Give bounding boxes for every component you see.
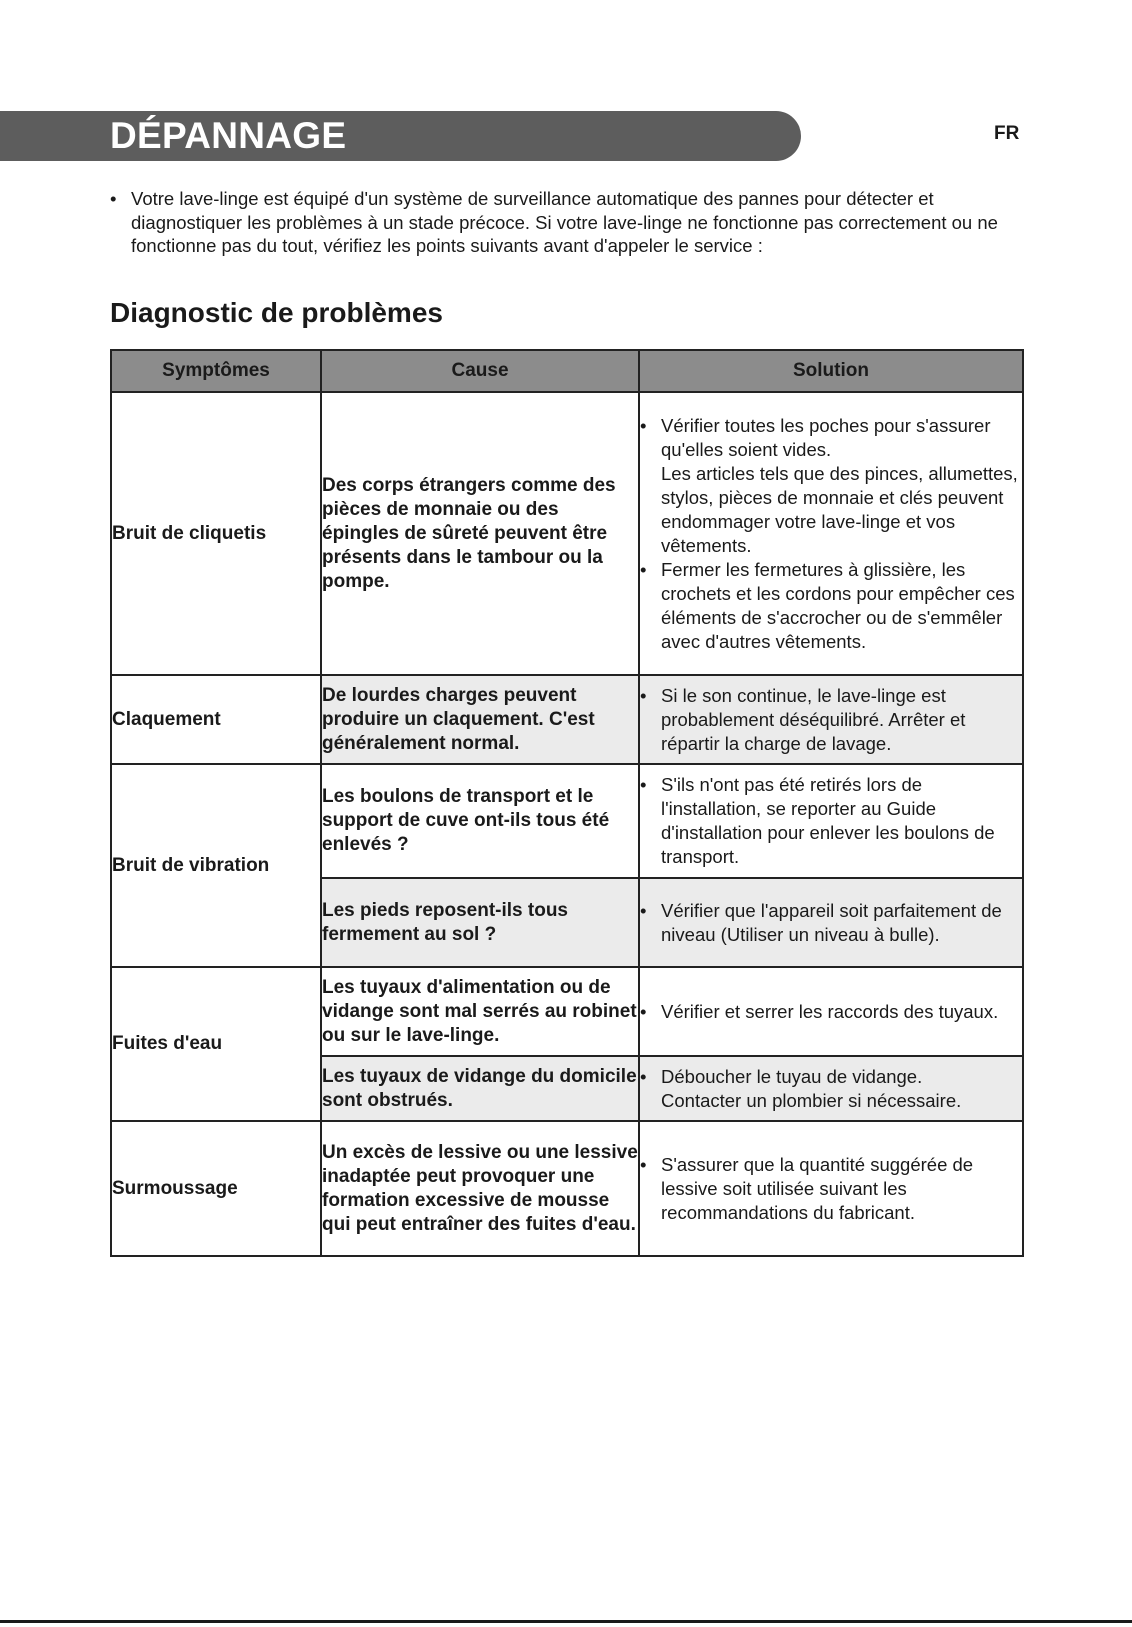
diagnostic-table bbox=[110, 349, 1024, 1257]
solution-cell bbox=[639, 675, 1023, 764]
solution-cell bbox=[639, 392, 1023, 675]
solution-text: Vérifier et serrer les raccords des tuyaux. bbox=[661, 1000, 999, 1022]
solution-item bbox=[640, 558, 1022, 654]
solution-cell bbox=[639, 1056, 1023, 1121]
bullet-icon: • bbox=[640, 774, 647, 795]
symptom-cell: Surmoussage bbox=[111, 1121, 321, 1256]
bullet-icon: • bbox=[640, 1065, 647, 1087]
solution-item bbox=[640, 414, 1022, 558]
header-solution: Solution bbox=[639, 350, 1023, 392]
bullet-icon: • bbox=[640, 684, 647, 706]
symptom-cell: Bruit de cliquetis bbox=[111, 392, 321, 675]
bullet-icon: • bbox=[110, 188, 117, 209]
bullet-icon: • bbox=[640, 899, 647, 921]
bullet-icon: • bbox=[640, 1000, 647, 1022]
symptom-cell: Bruit de vibration bbox=[111, 764, 321, 967]
language-label: FR bbox=[994, 123, 1020, 144]
header-symptoms: Symptômes bbox=[111, 350, 321, 392]
bullet-icon: • bbox=[640, 414, 647, 436]
solution-cell bbox=[639, 878, 1023, 967]
page-title: DÉPANNAGE bbox=[110, 115, 347, 156]
solution-text: Déboucher le tuyau de vidange. Contacter un plombier si nécessaire. bbox=[661, 1065, 962, 1111]
solution-cell bbox=[639, 1121, 1023, 1256]
table-row bbox=[111, 392, 1023, 675]
solution-item bbox=[640, 1153, 1022, 1225]
table-row bbox=[111, 967, 1023, 1056]
bullet-icon: • bbox=[640, 558, 647, 580]
solution-text: S'assurer que la quantité suggérée de lessive soit utilisée suivant les recommandations du fabricant. bbox=[661, 1153, 974, 1223]
solution-cell bbox=[639, 764, 1023, 878]
solution-item bbox=[640, 773, 1022, 869]
cause-cell: Les tuyaux d'alimentation ou de vidange sont mal serrés au robinet ou sur le lave-linge. bbox=[321, 967, 639, 1056]
cause-cell: Un excès de lessive ou une lessive inadaptée peut provoquer une formation excessive de mousse qui peut entraîner des fuites d'eau. bbox=[321, 1121, 639, 1256]
symptom-cell: Fuites d'eau bbox=[111, 967, 321, 1121]
intro-text: Votre lave-linge est équipé d'un système de surveillance automatique des pannes pour détecter et diagnostiquer les problèmes à un stade précoce. Si votre lave-linge ne fonctionne pas correctement ou ne fonctionne pas du tout, vérifiez les points suivants avant d'appeler le service : bbox=[131, 188, 998, 256]
solution-text: S'ils n'ont pas été retirés lors de l'installation, se reporter au Guide d'installation pour enlever les boulons de transport. bbox=[661, 774, 995, 867]
table-header-row bbox=[111, 350, 1023, 392]
solution-cell bbox=[639, 967, 1023, 1056]
solution-text: Si le son continue, le lave-linge est probablement déséquilibré. Arrêter et répartir la charge de lavage. bbox=[661, 684, 966, 754]
solution-item bbox=[640, 1065, 1022, 1113]
cause-cell: Les tuyaux de vidange du domicile sont obstrués. bbox=[321, 1056, 639, 1121]
solution-item bbox=[640, 1000, 1022, 1024]
table-row bbox=[111, 675, 1023, 764]
header-cause: Cause bbox=[321, 350, 639, 392]
cause-cell: Les pieds reposent-ils tous fermement au sol ? bbox=[321, 878, 639, 967]
page-bottom-rule bbox=[0, 1620, 1132, 1623]
cause-cell: Des corps étrangers comme des pièces de monnaie ou des épingles de sûreté peuvent être présents dans le tambour ou la pompe. bbox=[321, 392, 639, 675]
solution-item bbox=[640, 899, 1022, 947]
cause-cell: De lourdes charges peuvent produire un claquement. C'est généralement normal. bbox=[321, 675, 639, 764]
solution-text: Vérifier que l'appareil soit parfaitement de niveau (Utiliser un niveau à bulle). bbox=[661, 899, 1002, 945]
symptom-cell: Claquement bbox=[111, 675, 321, 764]
solution-text: Vérifier toutes les poches pour s'assurer qu'elles soient vides. Les articles tels que des pinces, allumettes, stylos, pièces de monnaie et clés peuvent endommager votre lave-linge et vos vêtements. bbox=[661, 414, 1018, 556]
solution-text: Fermer les fermetures à glissière, les crochets et les cordons pour empêcher ces éléments de s'accrocher ou de s'emmêler avec d'autres vêtements. bbox=[661, 558, 1015, 652]
solution-item bbox=[640, 684, 1022, 756]
table-row bbox=[111, 764, 1023, 878]
section-title: Diagnostic de problèmes bbox=[110, 297, 443, 328]
intro-paragraph bbox=[110, 187, 1030, 258]
cause-cell: Les boulons de transport et le support de cuve ont-ils tous été enlevés ? bbox=[321, 764, 639, 878]
table-row bbox=[111, 1121, 1023, 1256]
bullet-icon: • bbox=[640, 1153, 647, 1175]
